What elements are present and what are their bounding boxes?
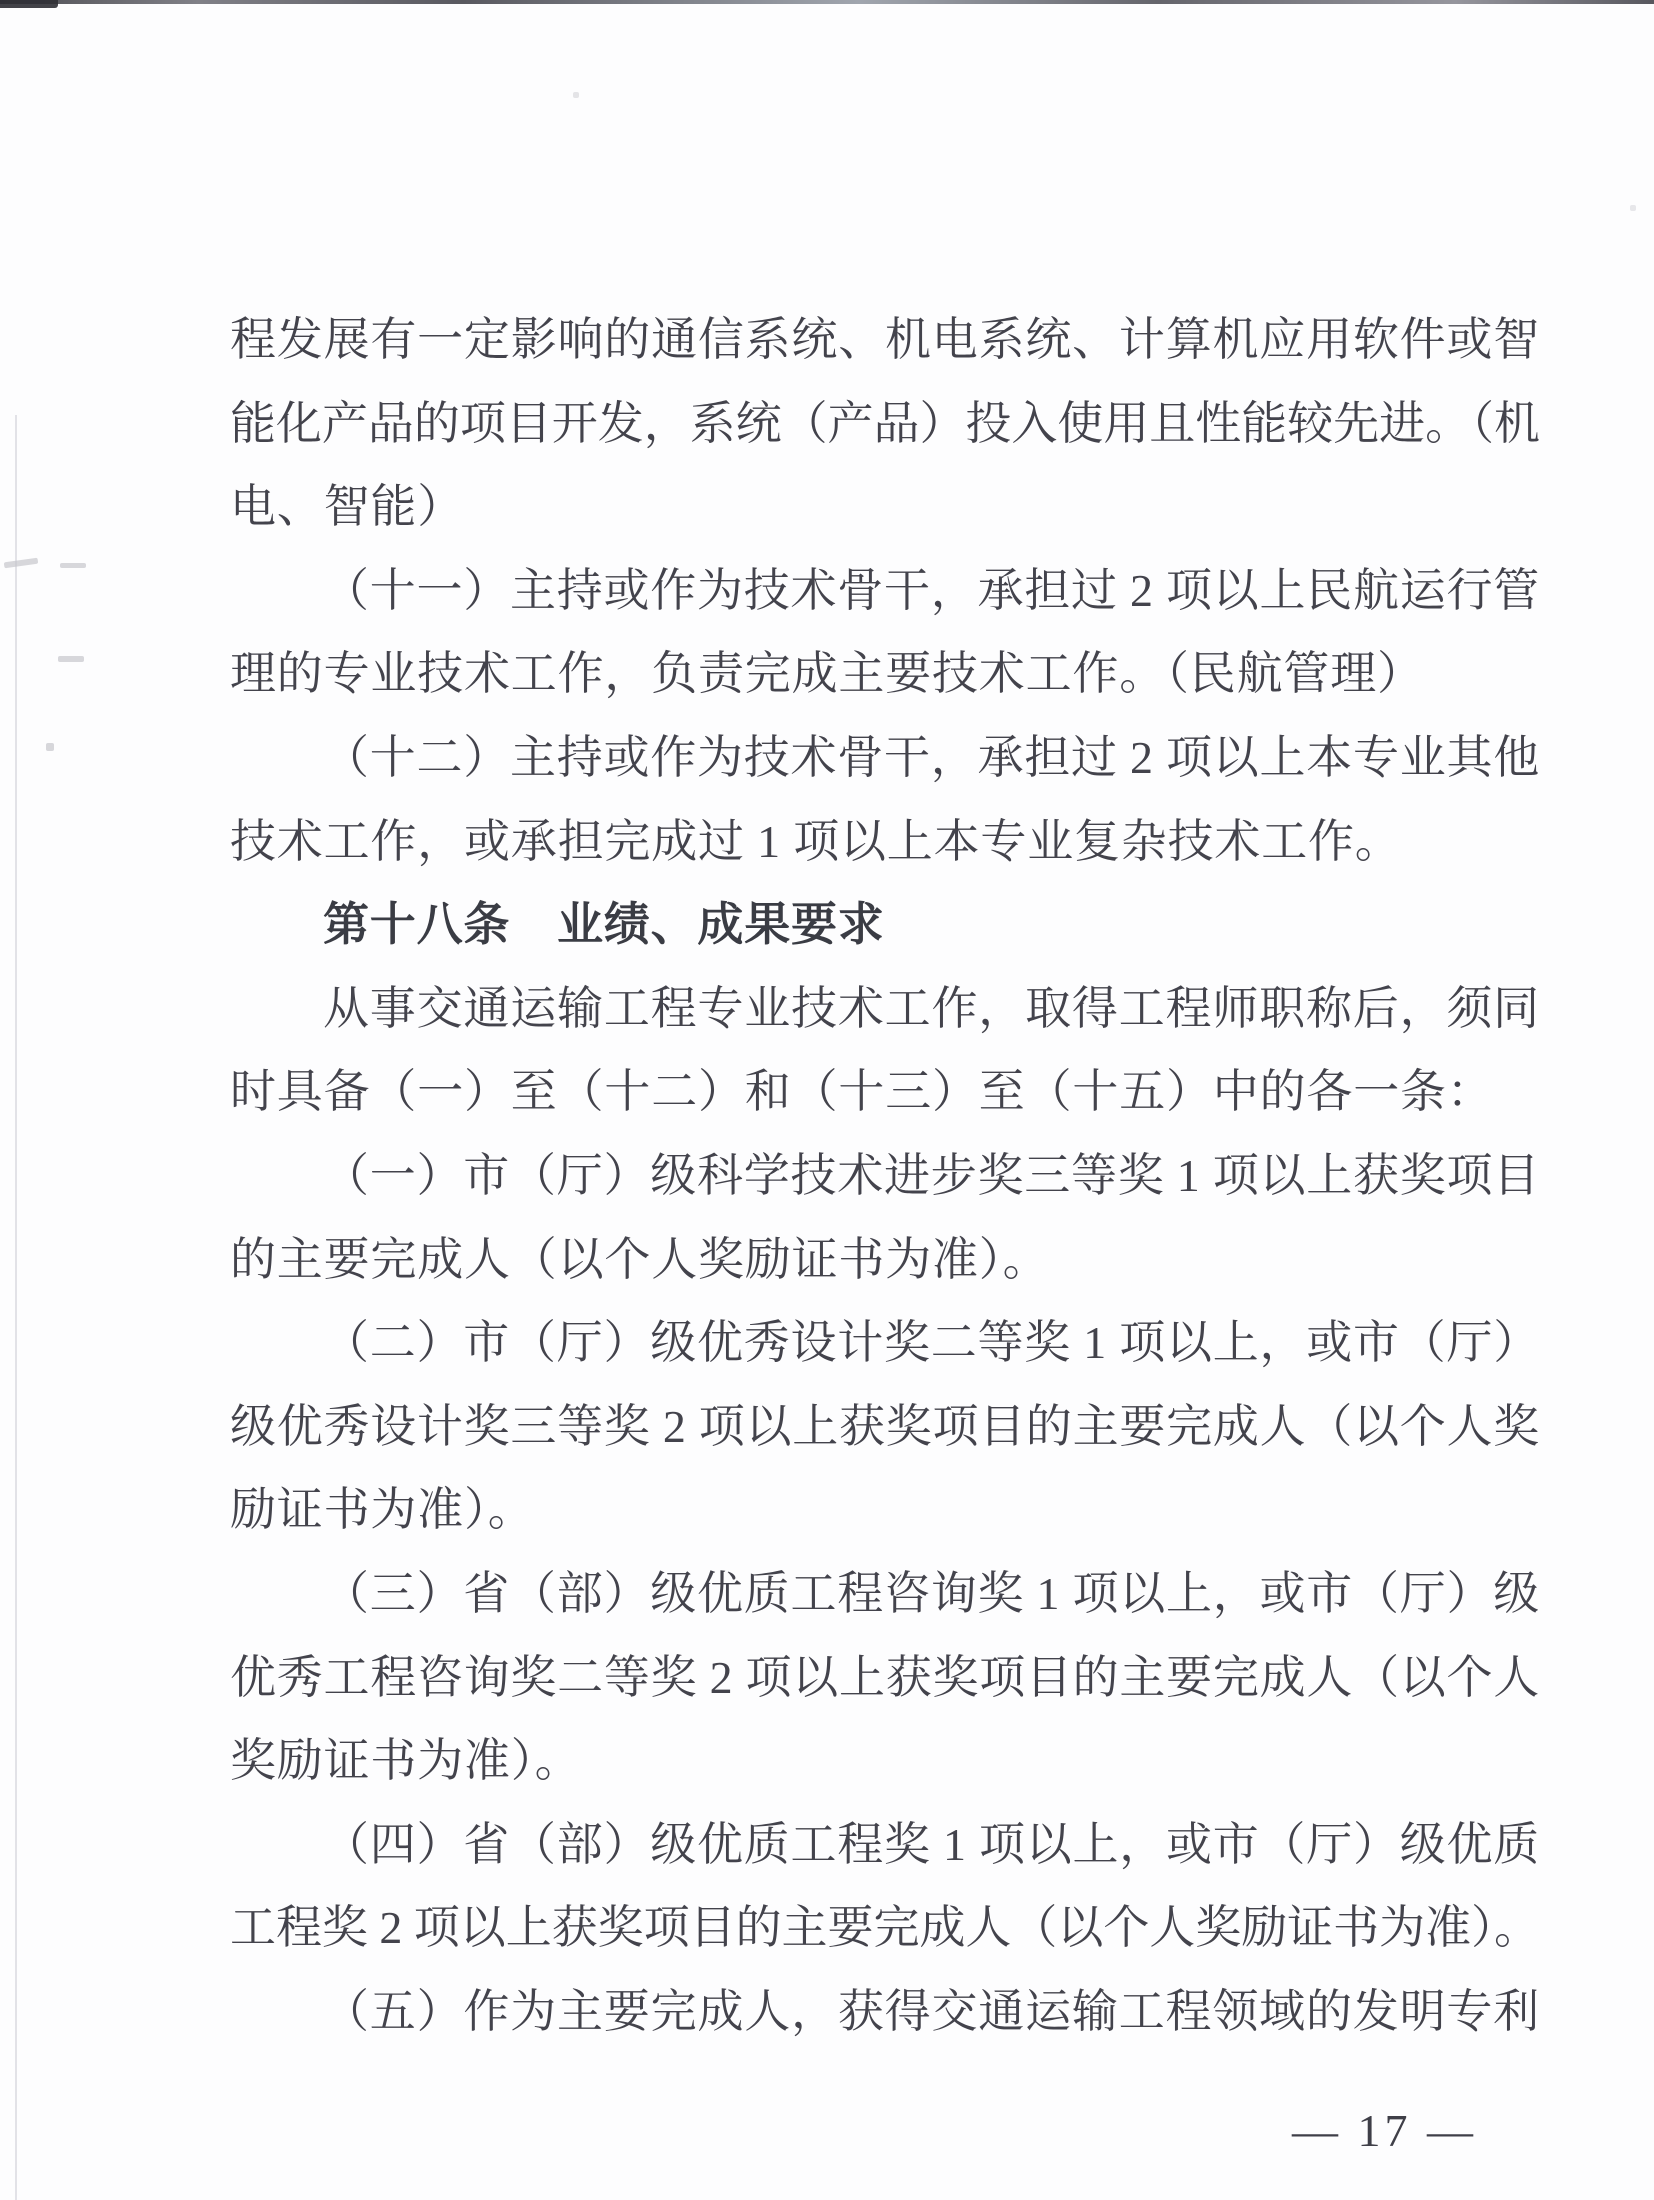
text-line: （三）省（部）级优质工程咨询奖 1 项以上，或市（厅）级: [323, 1567, 1540, 1619]
text-line: 能化产品的项目开发，系统（产品）投入使用且性能较先进。（机: [230, 397, 1540, 449]
text-line: （四）省（部）级优质工程奖 1 项以上，或市（厅）级优质: [323, 1818, 1540, 1870]
scan-artifact-speck: [58, 656, 84, 662]
text-line: （五）作为主要完成人，获得交通运输工程领域的发明专利: [323, 1985, 1540, 2037]
text-line: （一）市（厅）级科学技术进步奖三等奖 1 项以上获奖项目: [323, 1149, 1540, 1201]
scan-artifact-speck: [573, 92, 579, 98]
scan-artifact-speck: [46, 743, 54, 751]
text-line: 程发展有一定影响的通信系统、机电系统、计算机应用软件或智: [230, 314, 1540, 365]
text-line: 优秀工程咨询奖二等奖 2 项以上获奖项目的主要完成人（以个人: [230, 1651, 1540, 1703]
text-line: （十二）主持或作为技术骨干，承担过 2 项以上本专业其他: [323, 731, 1540, 783]
text-line: （二）市（厅）级优秀设计奖二等奖 1 项以上，或市（厅）: [323, 1317, 1540, 1369]
scan-artifact-top-edge: [0, 0, 1654, 4]
page-number: — 17 —: [1292, 2105, 1477, 2156]
text-line: 励证书为准）。: [230, 1484, 535, 1536]
text-line: 从事交通运输工程专业技术工作，取得工程师职称后，须同: [323, 982, 1540, 1034]
scan-artifact-fold-line: [15, 415, 17, 2200]
text-line: 时具备（一）至（十二）和（十三）至（十五）中的各一条：: [230, 1066, 1494, 1118]
text-line: 工程奖 2 项以上获奖项目的主要完成人（以个人奖励证书为准）。: [230, 1902, 1540, 1954]
text-line: 级优秀设计奖三等奖 2 项以上获奖项目的主要完成人（以个人奖: [230, 1400, 1540, 1452]
text-line: 理的专业技术工作，负责完成主要技术工作。（民航管理）: [230, 648, 1424, 700]
text-line: 的主要完成人（以个人奖励证书为准）。: [230, 1233, 1050, 1285]
scan-artifact-speck: [4, 558, 39, 569]
scan-artifact-speck: [1630, 205, 1636, 211]
scan-artifact-top-corner: [0, 0, 58, 8]
text-line: 电、智能）: [230, 481, 464, 533]
text-line: （十一）主持或作为技术骨干，承担过 2 项以上民航运行管: [323, 564, 1540, 616]
scan-artifact-speck: [60, 563, 86, 568]
text-line: 技术工作，或承担完成过 1 项以上本专业复杂技术工作。: [230, 815, 1402, 867]
text-line: 奖励证书为准）。: [230, 1735, 582, 1787]
text-block: [230, 298, 1540, 2053]
section-heading: 第十八条 业绩、成果要求: [323, 898, 885, 951]
